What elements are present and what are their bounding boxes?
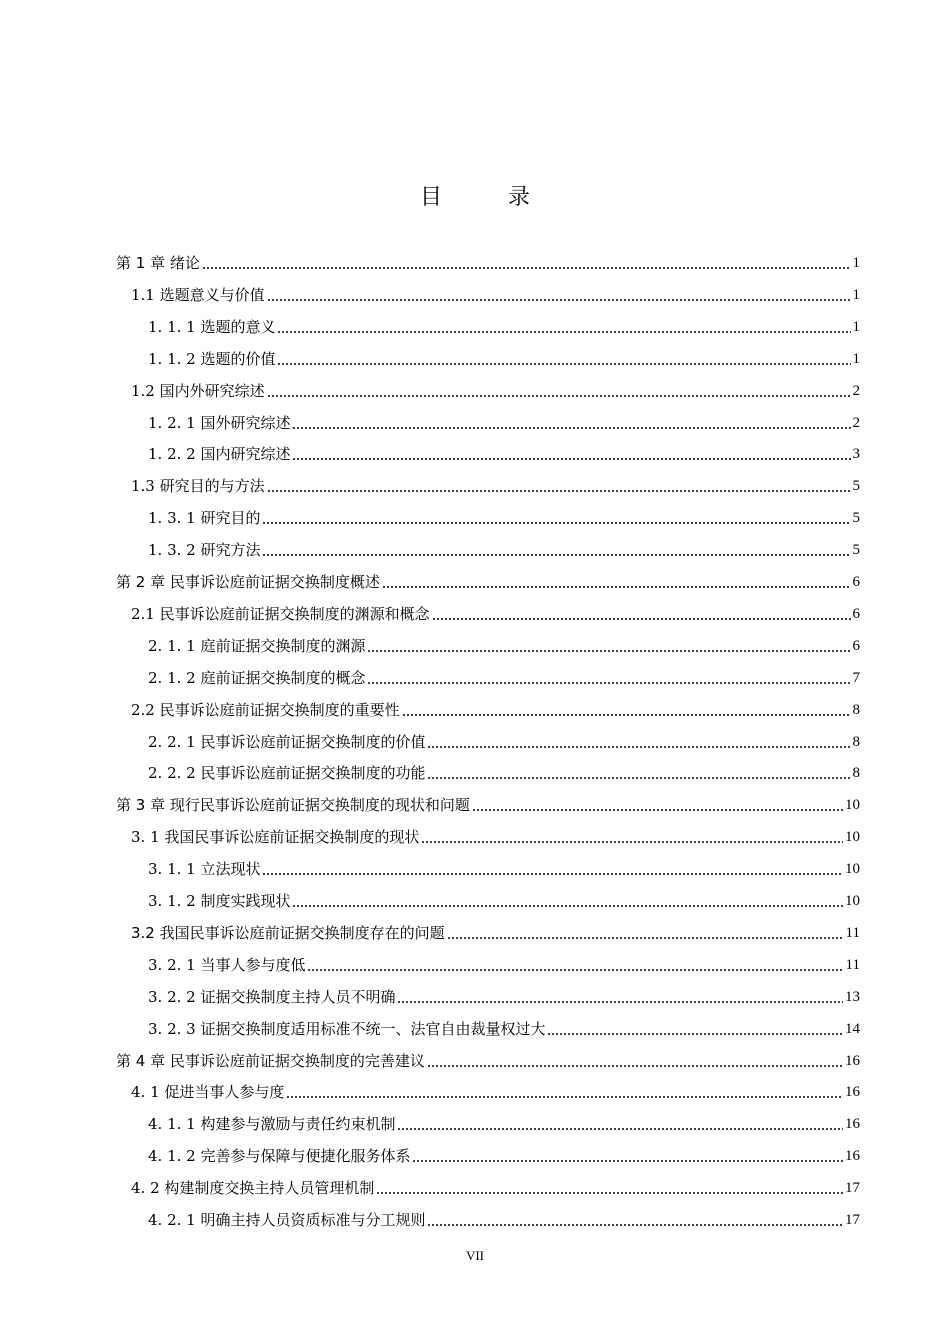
dot-leader [432, 618, 851, 620]
dot-leader [307, 969, 843, 971]
toc-entry-page: 6 [852, 637, 860, 654]
dot-leader [202, 267, 851, 269]
toc-entry-label: 2.2 民事诉讼庭前证据交换制度的重要性 [131, 700, 400, 719]
dot-leader [412, 1160, 843, 1162]
toc-entry-label: 2. 2. 2 民事诉讼庭前证据交换制度的功能 [148, 764, 426, 783]
toc-entry-label: 1. 1. 1 选题的意义 [148, 317, 276, 336]
page-number-footer: VII [465, 1248, 485, 1263]
toc-entry[interactable] [116, 1041, 860, 1071]
toc-entry-page: 14 [845, 1020, 860, 1037]
dot-leader [421, 841, 843, 843]
dot-leader [277, 331, 850, 333]
toc-entry[interactable] [116, 243, 860, 273]
toc-entry[interactable] [116, 562, 860, 592]
toc-entry[interactable] [131, 913, 860, 943]
toc-entry-page: 5 [852, 510, 860, 527]
toc-entry-label: 2.1 民事诉讼庭前证据交换制度的渊源和概念 [131, 604, 430, 623]
toc-entry-label: 1. 3. 1 研究目的 [148, 509, 261, 528]
toc-entry[interactable] [148, 1136, 860, 1166]
toc-entry[interactable] [148, 403, 860, 433]
toc-entry[interactable] [131, 371, 860, 401]
toc-entry-page: 8 [852, 701, 860, 718]
toc-entry-label: 4. 1 促进当事人参与度 [131, 1083, 285, 1102]
toc-entry-label: 1.3 研究目的与方法 [131, 477, 265, 496]
toc-entry-page: 10 [845, 829, 860, 846]
toc-entry-label: 1. 2. 1 国外研究综述 [148, 413, 291, 432]
dot-leader [427, 1224, 843, 1226]
toc-entry-label: 3. 1. 2 制度实践现状 [148, 892, 291, 910]
toc-entry[interactable] [148, 1009, 860, 1039]
toc-entry-page: 16 [845, 1116, 860, 1133]
toc-entry[interactable] [148, 434, 860, 464]
dot-leader [427, 777, 850, 779]
dot-leader [397, 1001, 843, 1003]
toc-entry-page: 16 [845, 1084, 860, 1101]
dot-leader [427, 1065, 843, 1067]
dot-leader [427, 746, 850, 748]
toc-entry[interactable] [131, 466, 860, 496]
toc-entry[interactable] [148, 339, 860, 369]
toc-entry-page: 13 [845, 988, 860, 1005]
toc-entry-page: 1 [852, 318, 860, 335]
dot-leader [397, 1128, 843, 1130]
toc-entry[interactable] [148, 498, 860, 528]
dot-leader [367, 650, 850, 652]
dot-leader [262, 873, 843, 875]
dot-leader [277, 363, 850, 365]
toc-entry[interactable] [131, 690, 860, 720]
toc-entry[interactable] [148, 881, 860, 911]
toc-entry-page: 11 [845, 956, 860, 973]
dot-leader [402, 714, 851, 716]
toc-entry-label: 1.2 国内外研究综述 [131, 381, 265, 400]
toc-entry-page: 1 [852, 286, 860, 303]
toc-entry-label: 3. 1 我国民事诉讼庭前证据交换制度的现状 [131, 828, 420, 847]
toc-entry-label: 1. 3. 2 研究方法 [148, 541, 261, 560]
dot-leader [367, 682, 850, 684]
toc-entry-label: 3. 2. 2 证据交换制度主持人员不明确 [148, 987, 396, 1006]
toc-entry[interactable] [148, 945, 860, 975]
dot-leader [472, 809, 843, 811]
toc-entry-label: 第 1 章 绪论 [116, 254, 200, 272]
dot-leader [267, 299, 851, 301]
toc-entry[interactable] [116, 785, 860, 815]
toc-entry-label: 3.2 我国民事诉讼庭前证据交换制度存在的问题 [131, 923, 445, 942]
toc-entry-label: 4. 2. 1 明确主持人员资质标准与分工规则 [148, 1211, 426, 1229]
toc-entry[interactable] [148, 1104, 860, 1134]
toc-entry-page: 1 [852, 255, 860, 271]
toc-entry[interactable] [148, 530, 860, 560]
toc-entry[interactable] [131, 1168, 860, 1198]
toc-entry-label: 3. 1. 1 立法现状 [148, 860, 261, 879]
toc-entry-label: 4. 2 构建制度交换主持人员管理机制 [131, 1179, 375, 1198]
toc-entry-label: 1.1 选题意义与价值 [131, 285, 265, 304]
toc-entry[interactable] [131, 1072, 860, 1102]
toc-entry-page: 16 [845, 1052, 860, 1069]
toc-entry-page: 1 [852, 350, 860, 367]
toc-entry-page: 10 [845, 861, 860, 878]
toc-entry-page: 16 [845, 1148, 860, 1165]
dot-leader [376, 1192, 843, 1194]
toc-entry-page: 2 [852, 382, 860, 399]
toc-entry[interactable] [148, 722, 860, 752]
toc-entry-page: 17 [845, 1212, 860, 1228]
toc-entry-label: 第 4 章 民事诉讼庭前证据交换制度的完善建议 [116, 1051, 425, 1070]
toc-entry-page: 7 [852, 669, 860, 686]
toc-entry-label: 1. 1. 2 选题的价值 [148, 349, 276, 368]
toc-entry-label: 2. 1. 2 庭前证据交换制度的概念 [148, 668, 366, 687]
dot-leader [382, 586, 851, 588]
page-title: 目 录 [419, 185, 552, 210]
toc-entry-label: 1. 2. 2 国内研究综述 [148, 445, 291, 464]
dot-leader [292, 427, 850, 429]
toc-entry-page: 10 [845, 797, 860, 814]
toc-entry-page: 8 [852, 733, 860, 750]
toc-entry-label: 2. 1. 1 庭前证据交换制度的渊源 [148, 636, 366, 655]
toc-entry[interactable] [148, 977, 860, 1007]
toc-entry-page: 3 [852, 446, 860, 463]
toc-entry[interactable] [148, 1200, 860, 1230]
toc-entry-label: 4. 1. 1 构建参与激励与责任约束机制 [148, 1115, 396, 1134]
toc-entry-label: 第 3 章 现行民事诉讼庭前证据交换制度的现状和问题 [116, 796, 470, 815]
toc-entry-page: 6 [852, 574, 860, 590]
toc-entry-label: 4. 1. 2 完善参与保障与便捷化服务体系 [148, 1147, 411, 1166]
toc-entry[interactable] [148, 626, 860, 656]
toc-entry[interactable] [148, 307, 860, 337]
dot-leader [292, 458, 850, 460]
dot-leader [547, 1033, 843, 1035]
dot-leader [267, 395, 851, 397]
toc-entry-page: 6 [852, 605, 860, 622]
dot-leader [447, 937, 844, 939]
toc-entry-label: 2. 2. 1 民事诉讼庭前证据交换制度的价值 [148, 732, 426, 751]
dot-leader [267, 490, 851, 492]
toc-entry-label: 3. 2. 3 证据交换制度适用标准不统一、法官自由裁量权过大 [148, 1019, 546, 1038]
toc-entry-page: 10 [845, 893, 860, 909]
dot-leader [286, 1096, 843, 1098]
toc-entry-page: 5 [852, 542, 860, 559]
toc-entry[interactable] [148, 849, 860, 879]
toc-entry-page: 2 [852, 414, 860, 431]
toc-entry[interactable] [131, 817, 860, 847]
toc-entry-page: 5 [852, 478, 860, 495]
toc-entry[interactable] [148, 753, 860, 783]
toc-entry[interactable] [148, 658, 860, 688]
toc-entry[interactable] [131, 594, 860, 624]
toc-entry[interactable] [131, 275, 860, 305]
dot-leader [262, 554, 850, 556]
dot-leader [292, 905, 843, 907]
toc-entry-label: 第 2 章 民事诉讼庭前证据交换制度概述 [116, 573, 380, 591]
toc-entry-label: 3. 2. 1 当事人参与度低 [148, 955, 306, 974]
toc-entry-page: 11 [845, 924, 860, 941]
toc-entry-page: 8 [852, 765, 860, 782]
dot-leader [262, 522, 850, 524]
toc-entry-page: 17 [845, 1180, 860, 1197]
